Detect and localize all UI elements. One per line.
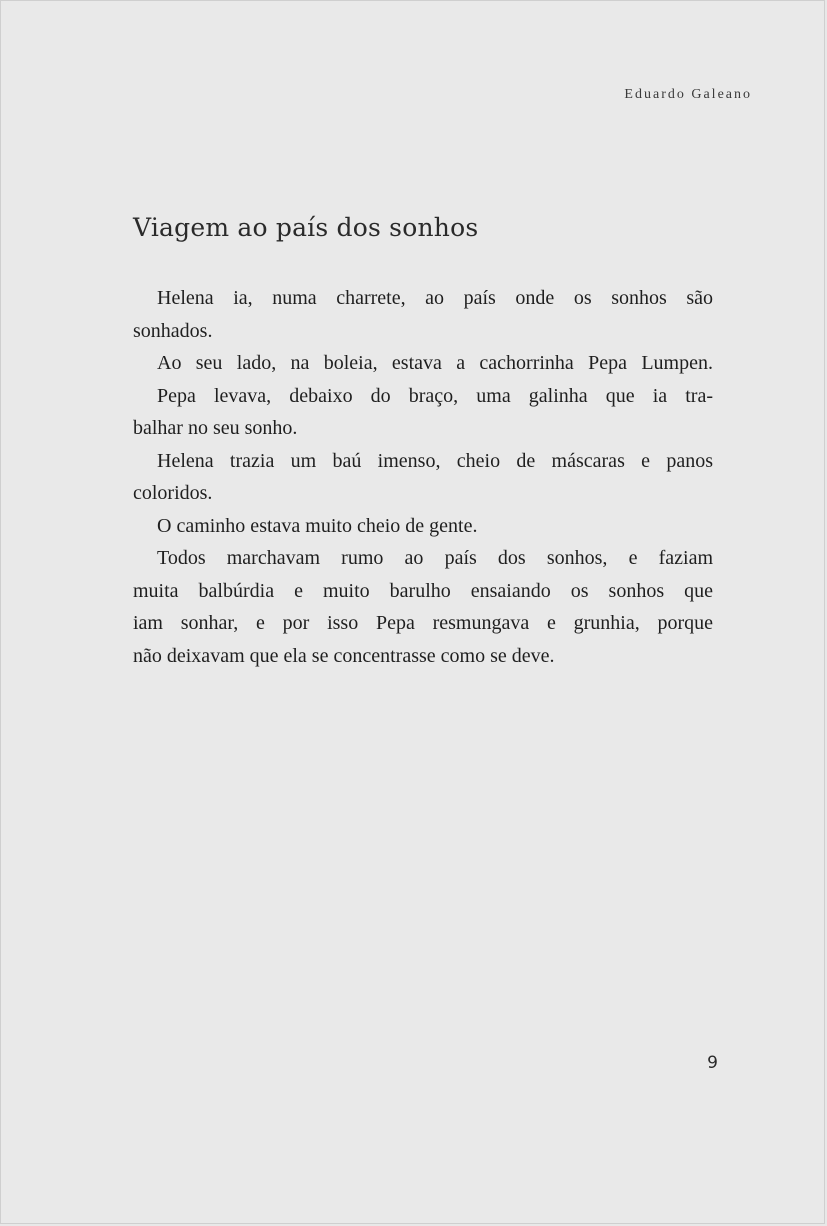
text-line: sonhados. [133,319,213,342]
text-line: Ao seu lado, na boleia, estava a cachorrinha Pepa Lumpen. [157,352,713,374]
text-line: iam sonhar, e por isso Pepa resmungava e grunhia, porque [133,612,713,634]
running-head-author: Eduardo Galeano [624,87,752,102]
text-line: balhar no seu sonho. [133,417,298,439]
text-line: Helena trazia um baú imenso, cheio de máscaras e panos [157,449,713,472]
text-line: O caminho estava muito cheio de gente. [157,514,478,537]
text-line: Todos marchavam rumo ao país dos sonhos, e faziam [157,547,713,569]
text-line: Helena ia, numa charrete, ao país onde os sonhos são [157,287,713,309]
text-line: não deixavam que ela se concentrasse como se deve. [133,644,555,667]
page-number: 9 [707,1053,718,1073]
text-line: Pepa levava, debaixo do braço, uma galinha que ia tra- [157,384,713,407]
chapter-title: Viagem ao país dos sonhos [133,213,479,242]
text-line: coloridos. [133,482,213,504]
text-line: muita balbúrdia e muito barulho ensaiando os sonhos que [133,579,713,602]
chapter-body [133,282,713,672]
